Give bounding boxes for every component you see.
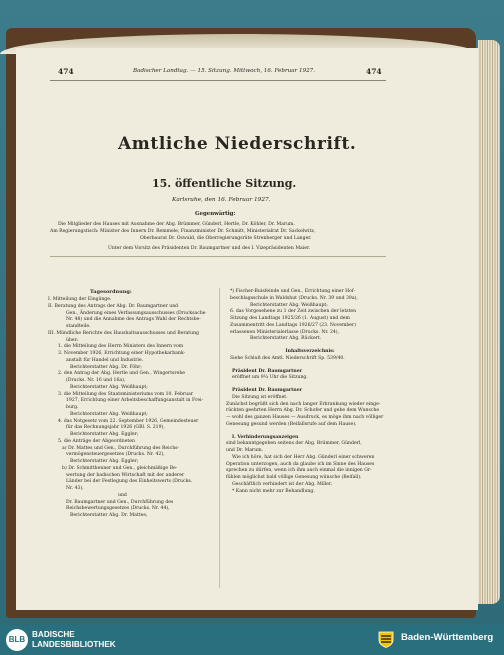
- agenda-line: Berichterstatter Abg. Weißhaupt;: [70, 411, 148, 417]
- agenda-line: Länder bei der Festlegung des Einheitswerts (Drucks.: [66, 479, 193, 485]
- speech-line: rückten geehrten Herrn Abg. Dr. Schofer und gebe dem Wunsche: [226, 408, 380, 414]
- speaker-name: Präsident Dr. Baumgartner: [232, 388, 303, 393]
- header-rule: [50, 80, 386, 81]
- speech-line: fühlen möglichst bald völlige Genesung wünsche (Beifall).: [226, 475, 362, 480]
- present-line: Unter dem Vorsitz des Präsidenten Dr. Baumgartner und des I. Vizepräsidenten Maier.: [108, 246, 311, 251]
- agenda-line: Gen., Änderung eines Verfassungsausschusses (Drucksache: [66, 310, 206, 316]
- index-heading: Inhaltsverzeichnis:: [285, 349, 335, 354]
- agenda-line: b) Dr. Schmitthenner und Gen., gleichmäßige Be-: [62, 465, 178, 471]
- agenda-line: 3. November 1926, Errichtung einer Hypothekarbank-: [58, 351, 186, 356]
- page-number-right: 474: [366, 67, 382, 76]
- present-heading: Gegenwärtig:: [195, 211, 236, 217]
- agenda-line: Nr. 48) und die Annahme des Antrags Wahl der Rechtsbe-: [66, 317, 201, 323]
- page-title: Amtliche Niederschrift.: [118, 134, 357, 154]
- agenda-heading: Tagesordnung:: [90, 289, 132, 295]
- library-name-line: BADISCHE: [32, 630, 75, 639]
- agenda-line: über:: [66, 337, 79, 343]
- blb-logo-icon[interactable]: BLB: [6, 629, 28, 651]
- index-line: Siehe Schluß des Amtl. Niederschrift Sp. 539/40.: [230, 355, 345, 361]
- proceedings-column: [226, 289, 394, 495]
- speech-line: Zunächst begrüßt sich den nach langer Erkrankung wieder einge-: [226, 401, 381, 407]
- agenda-line: II. Beratung des Antrags der Abg. Dr. Baumgartner und: [48, 303, 179, 309]
- speech-line: und Dr. Marum.: [226, 448, 264, 453]
- agenda-line: a) Dr. Mattes und Gen., Durchführung des Reichs-: [62, 445, 180, 451]
- agenda-line: Reichsbewertungsgesetzes (Drucks. Nr. 44),: [66, 506, 170, 512]
- speech-line: * Kann nicht mehr zur Behandlung.: [232, 488, 315, 494]
- column-divider: [219, 288, 220, 588]
- agenda-line: 2. den Antrag der Abg. Hertle und Gen., Wingertsrebe: [58, 371, 185, 377]
- agenda-line: I. Mitteilung der Eingänge.: [48, 297, 112, 302]
- agenda-line: Berichterstatter Abg. Weißhaupt;: [70, 384, 148, 390]
- agenda-line: Berichterstatter Abg. Eggler;: [70, 459, 139, 464]
- agenda-line: erlassenen Ministerialerlasse (Drucks. Nr. 24),: [230, 329, 340, 335]
- agenda-line: Berichterstatter Abg. Dr. Föhr;: [70, 364, 142, 370]
- section-rule: [50, 256, 386, 257]
- dateline: Karlsruhe, den 16. Februar 1927.: [172, 197, 271, 203]
- library-name-line: LANDESBIBLIOTHEK: [32, 640, 116, 649]
- agenda-line: III. Mündliche Berichte des Haushaltsausschusses und Beratung: [48, 330, 200, 336]
- agenda-line: Dr. Baumgartner und Gen., Durchführung des: [66, 499, 174, 505]
- agenda-line: *) Fischer-Buisfeinde und Gen., Errichtung einer Hof-: [230, 289, 356, 294]
- speech-line: Die Sitzung ist eröffnet.: [232, 394, 288, 400]
- agenda-line: 4. das Notgesetz vom 22. September 1926, Gemeindesteuer: [58, 418, 199, 424]
- page-number-left: 474: [58, 67, 74, 76]
- session-subtitle: 15. öffentliche Sitzung.: [152, 177, 297, 190]
- page-stack-edge: [478, 40, 500, 604]
- agenda-line: Berichterstatter Abg. Dr. Mattes;: [70, 513, 148, 518]
- speech-line: sind bekanntgegeben seitens der Abg. Brümmer, Günderl,: [226, 441, 362, 447]
- agenda-line: 1927, Errichtung einer Arbeitsbeschaffungsanstalt in Frei-: [66, 398, 204, 404]
- library-name[interactable]: [32, 630, 116, 650]
- agenda-line: für das Rechnungsjahr 1926 (GBl. S. 219),: [66, 425, 165, 431]
- agenda-line: standteile.: [66, 324, 91, 329]
- agenda-line: Nr. 43),: [66, 486, 84, 491]
- agenda-line: wertung der badischen Wirtschaft mit der anderer: [66, 472, 185, 478]
- agenda-line: 5. die Anträge der Abgeordneten: [58, 438, 135, 444]
- agenda-line: Berichterstatter Abg. Eggler;: [70, 432, 139, 437]
- speech-line: Wie ich höre, hat sich der Herr Abg. Günderl einer schweren: [232, 454, 375, 460]
- agenda-line: 3. die Mitteilung des Staatsministeriums vom 10. Februar: [58, 391, 194, 397]
- agenda-line: (Drucks. Nr. 16 und 16a),: [66, 378, 126, 383]
- agenda-line: Berichterstatter Abg. Rückert.: [250, 336, 322, 342]
- baden-wuerttemberg-crest-icon: [378, 631, 394, 648]
- agenda-line: und: [118, 492, 127, 498]
- agenda-line: 6. das Vorgesehene zu 1 der Zeit zwischen der letzten: [230, 309, 357, 315]
- sub-heading: I. Verhinderungsanzeigen: [232, 434, 299, 440]
- present-line: Am Regierungstisch: Minister des Innern Dr. Remmele, Finanzminister Dr. Schmitt, Ministerialrat Dr. Sackelwitz,: [50, 229, 316, 234]
- present-line: Die Mitglieder des Hauses mit Ausnahme der Abg. Brümmer, Günderl, Hertle, Dr. Köhler, Dr. Marum.: [58, 222, 295, 227]
- speech-line: Operation unterzogen, auch da glaube ich im Sinne des Hauses: [226, 461, 375, 467]
- present-line: Oberbaurat Dr. Oswald, die Oberregierungsräte Strenberger und Langer.: [140, 236, 312, 241]
- agenda-line: Berichterstatter Abg. Weißhaupt;: [250, 302, 328, 308]
- agenda-line: vermögensteuergesetzes (Drucks. Nr. 42),: [66, 452, 165, 458]
- agenda-line: Sitzung des Landtags 1925/26 (1. August) und dem: [230, 316, 350, 321]
- speaker-name: Präsident Dr. Baumgartner: [232, 368, 303, 374]
- speech-line: Genesung gesund werden (Beifallsrufe auf dem Hause).: [226, 421, 357, 427]
- speech-line: sprechen zu dürfen, wenn ich ihm auch einmal die innigen Gr-: [226, 468, 372, 474]
- agenda-line: anstalt für Handel und Industrie.: [66, 357, 144, 363]
- speech-line: eröffnet um 9¼ Uhr die Sitzung.: [232, 375, 308, 381]
- agenda-column: [48, 297, 218, 520]
- speech-line: — wohl des ganzen Hauses — Ausdruck, es möge ihm nach völliger: [226, 415, 384, 420]
- running-head: Badischer Landtag. — 15. Sitzung. Mittwoch, 16. Februar 1927.: [133, 68, 316, 74]
- agenda-line: Zusammentritt des Landtags 1926/27 (23. November): [230, 322, 357, 328]
- speech-line: Geschäftlich verhindert ist der Abg. Miller.: [232, 481, 333, 487]
- state-name[interactable]: Baden-Württemberg: [401, 632, 494, 643]
- agenda-line: 1. die Mitteilung des Herrn Ministers des Innern vom: [58, 344, 184, 350]
- agenda-line: beschlagsschule in Waldshut (Drucks. Nr. 39 und 39a),: [230, 295, 358, 301]
- agenda-line: burg.: [66, 405, 79, 410]
